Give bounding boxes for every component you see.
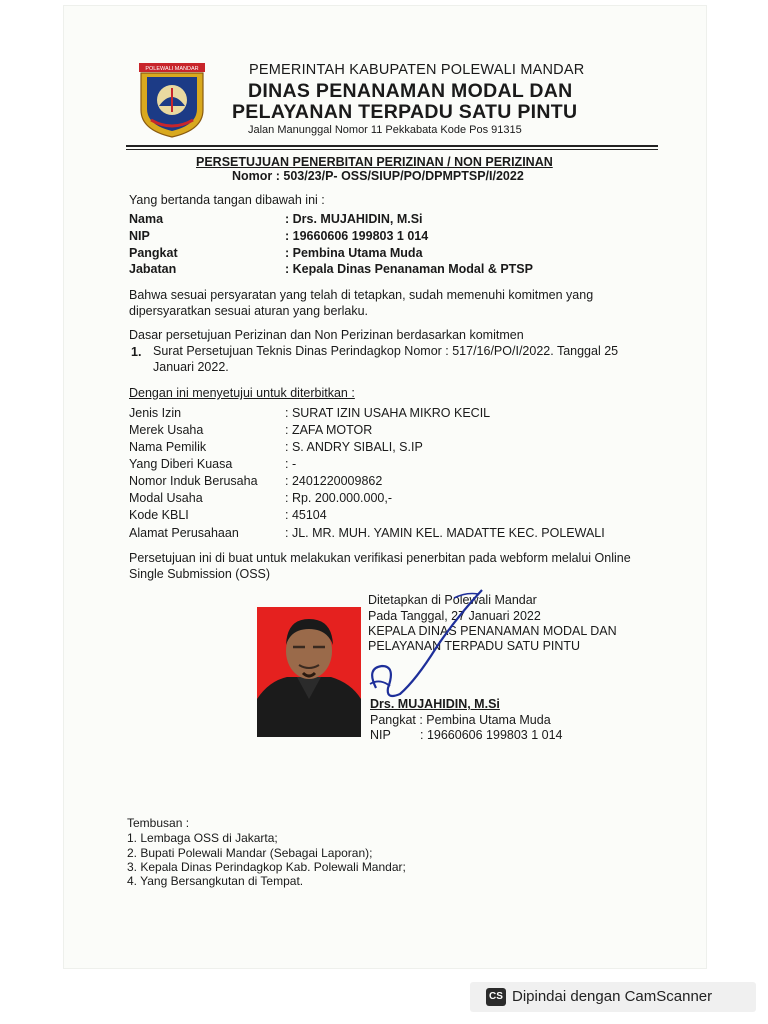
basis-item-number: 1.: [131, 345, 142, 359]
signature-title-line1: KEPALA DINAS PENANAMAN MODAL DAN: [368, 624, 617, 638]
cc-item: 4. Yang Bersangkutan di Tempat.: [127, 874, 304, 888]
cc-heading: Tembusan :: [127, 816, 190, 830]
signature-date: Pada Tanggal, 27 Januari 2022: [368, 609, 541, 623]
detail-value: : JL. MR. MUH. YAMIN KEL. MADATTE KEC. POLEWALI: [285, 526, 605, 540]
paragraph-oss: Persetujuan ini di buat untuk melakukan verifikasi penerbitan pada webform melalui Online Single Submission (OSS): [129, 551, 631, 581]
detail-label: Nomor Induk Berusaha: [129, 474, 258, 488]
approval-heading: Dengan ini menyetujui untuk diterbitkan :: [129, 386, 355, 400]
cc-item: 2. Bupati Polewali Mandar (Sebagai Laporan);: [127, 846, 373, 860]
detail-value: : SURAT IZIN USAHA MIKRO KECIL: [285, 406, 491, 420]
scanner-watermark-text: Dipindai dengan CamScanner: [512, 988, 713, 1005]
detail-label: Kode KBLI: [129, 508, 189, 522]
cc-item: 3. Kepala Dinas Perindagkop Kab. Polewali Mandar;: [127, 860, 406, 874]
document-title: PERSETUJUAN PENERBITAN PERIZINAN / NON PERIZINAN: [196, 155, 553, 169]
header-rule-thick: [126, 145, 658, 147]
signer-label-name: Nama: [129, 212, 164, 226]
detail-label: Yang Diberi Kuasa: [129, 457, 233, 471]
header-office-line2: PELAYANAN TERPADU SATU PINTU: [232, 101, 578, 123]
document-number: Nomor : 503/23/P- OSS/SIUP/PO/DPMPTSP/I/2022: [232, 169, 524, 183]
logo-text: POLEWALI MANDAR: [145, 66, 199, 72]
detail-label: Nama Pemilik: [129, 440, 207, 454]
signature-rank: Pangkat : Pembina Utama Muda: [370, 713, 551, 727]
basis-intro: Dasar persetujuan Perizinan dan Non Perizinan berdasarkan komitmen: [129, 328, 524, 342]
detail-value: : S. ANDRY SIBALI, S.IP: [285, 440, 423, 454]
detail-value: : 2401220009862: [285, 474, 383, 488]
header-rule-thin: [126, 149, 658, 150]
paragraph-requirements: Bahwa sesuai persyaratan yang telah di tetapkan, sudah memenuhi komitmen yang dipersyaratkan sesuai aturan yang berlaku.: [129, 288, 594, 318]
header-address: Jalan Manunggal Nomor 11 Pekkabata Kode Pos 91315: [248, 124, 522, 136]
signature-name: Drs. MUJAHIDIN, M.Si: [370, 697, 500, 711]
detail-value: : -: [285, 457, 297, 471]
cc-item: 1. Lembaga OSS di Jakarta;: [127, 831, 278, 845]
header-government: PEMERINTAH KABUPATEN POLEWALI MANDAR: [249, 62, 585, 78]
detail-label: Modal Usaha: [129, 491, 203, 505]
signer-value-name: : Drs. MUJAHIDIN, M.Si: [285, 212, 423, 226]
signer-value-position: : Kepala Dinas Penanaman Modal & PTSP: [285, 262, 533, 276]
intro-text: Yang bertanda tangan dibawah ini :: [129, 193, 325, 207]
basis-item-text: Surat Persetujuan Teknis Dinas Perindagkop Nomor : 517/16/PO/I/2022. Tanggal 25 Januari 2022.: [153, 344, 619, 374]
header-office-line1: DINAS PENANAMAN MODAL DAN: [248, 80, 573, 102]
detail-value: : 45104: [285, 508, 327, 522]
signer-value-nip: : 19660606 199803 1 014: [285, 229, 429, 243]
detail-label: Alamat Perusahaan: [129, 526, 239, 540]
signer-value-rank: : Pembina Utama Muda: [285, 246, 423, 260]
signature-nip-value: : 19660606 199803 1 014: [420, 728, 563, 742]
signer-label-nip: NIP: [129, 229, 150, 243]
signature-nip-label: NIP: [370, 728, 391, 742]
detail-value: : ZAFA MOTOR: [285, 423, 373, 437]
detail-label: Merek Usaha: [129, 423, 204, 437]
owner-photo: [257, 607, 361, 737]
regency-crest-icon: [137, 62, 207, 138]
detail-label: Jenis Izin: [129, 406, 182, 420]
signer-label-position: Jabatan: [129, 262, 177, 276]
camscanner-icon: CS: [486, 988, 506, 1006]
signature-title-line2: PELAYANAN TERPADU SATU PINTU: [368, 639, 581, 653]
signature-place: Ditetapkan di Polewali Mandar: [368, 593, 537, 607]
detail-value: : Rp. 200.000.000,-: [285, 491, 393, 505]
signer-label-rank: Pangkat: [129, 246, 178, 260]
